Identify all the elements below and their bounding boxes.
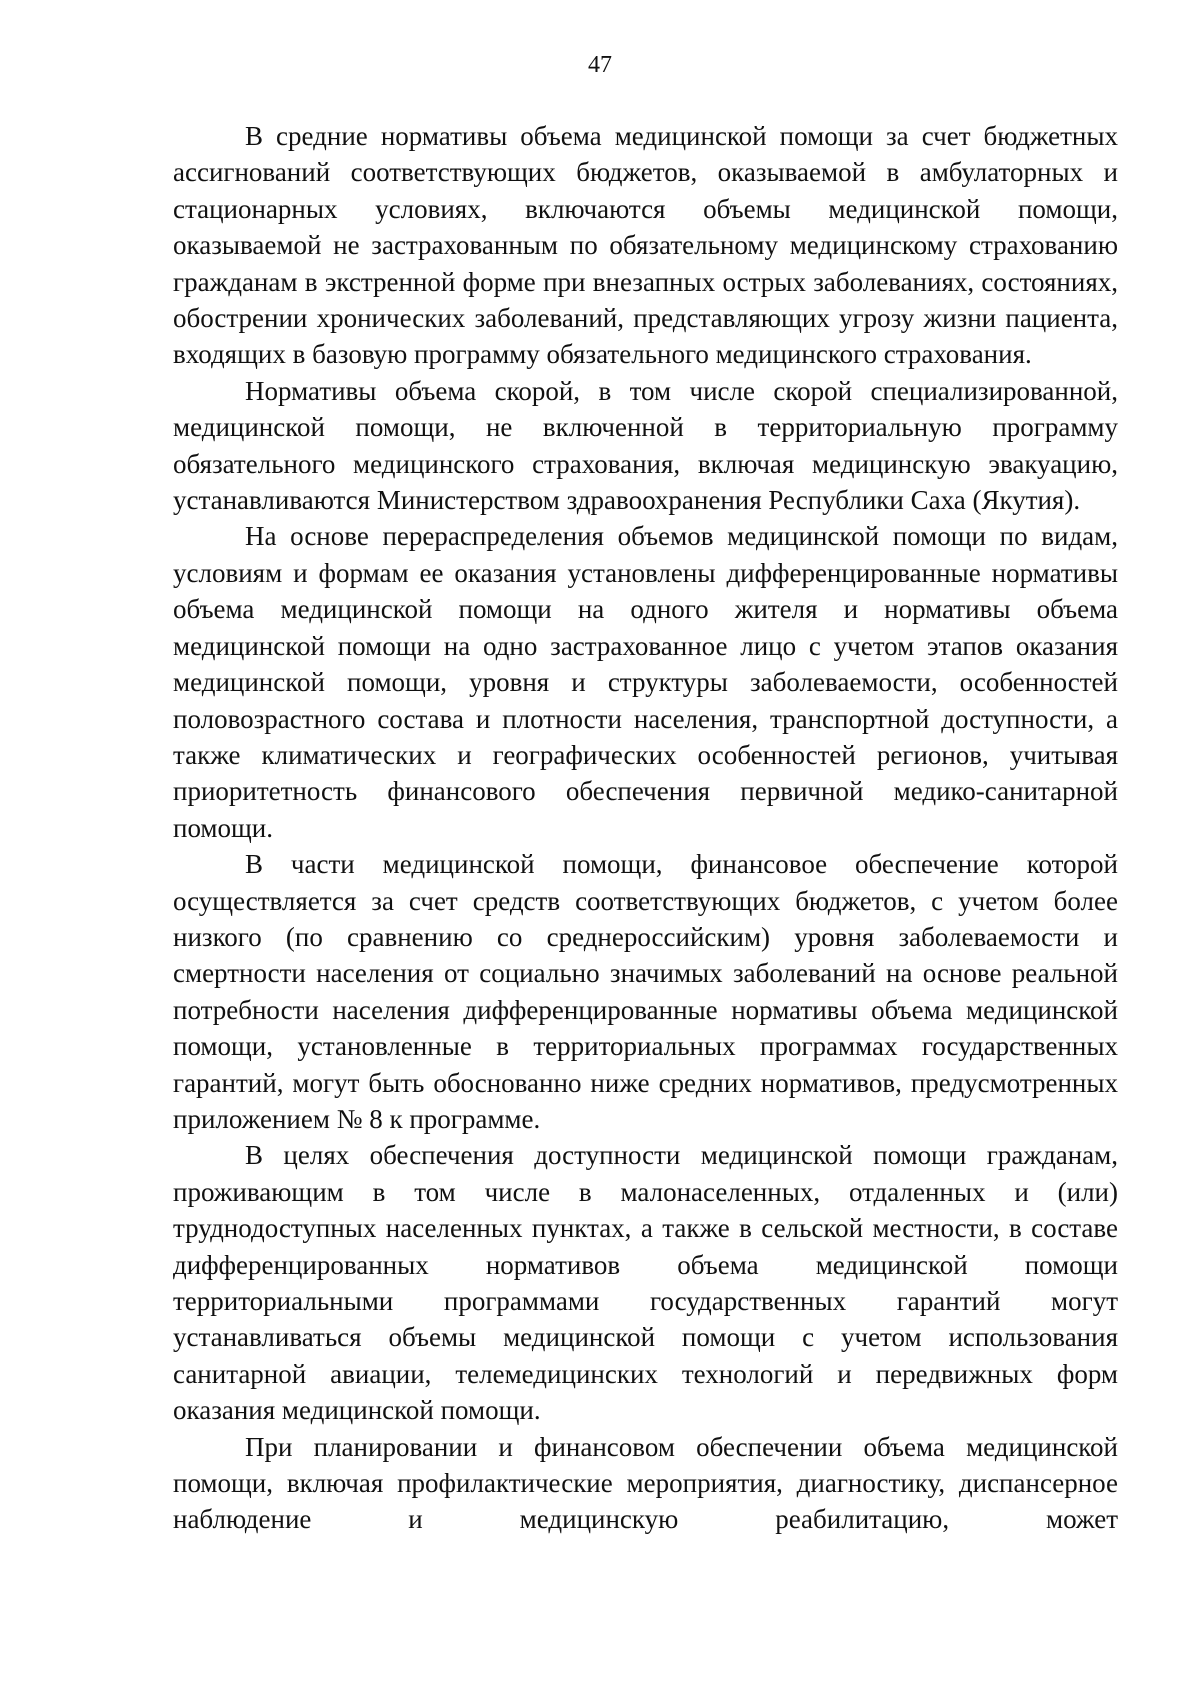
page-number: 47 <box>588 52 612 78</box>
document-body <box>173 118 1118 1538</box>
paragraph-ambulance-norms: Нормативы объема скорой, в том числе скорой специализированной, медицинской помощи, не включенной в территориальную программу обязательного медицинского страхования, включая медицинскую эвакуацию, устанавливаются Министерством здравоохранения Республики Саха (Якутия). <box>173 375 1118 516</box>
paragraph-budget-funded-care: В части медицинской помощи, финансовое обеспечение которой осуществляется за счет средств соответствующих бюджетов, с учетом более низкого (по сравнению со среднероссийским) уровня заболеваемости и смертности населения от социально значимых заболеваний на основе реальной потребности населения дифференцированные нормативы объема медицинской помощи, установленные в территориальных программах государственных гарантий, могут быть обоснованно ниже средних нормативов, предусмотренных приложением № 8 к программе. <box>173 849 1118 1134</box>
paragraph-planning-financing: При планировании и финансовом обеспечении объема медицинской помощи, включая профилактические мероприятия, диагностику, диспансерное наблюдение и медицинскую реабилитацию, может <box>173 1431 1118 1535</box>
paragraph-redistribution-norms: На основе перераспределения объемов медицинской помощи по видам, условиям и формам ее оказания установлены дифференцированные нормативы объема медицинской помощи на одного жителя и нормативы объема медицинской помощи на одно застрахованное лицо с учетом этапов оказания медицинской помощи, уровня и структуры заболеваемости, особенностей половозрастного состава и плотности населения, транспортной доступности, а также климатических и географических особенностей регионов, учитывая приоритетность финансового обеспечения первичной медико-санитарной помощи. <box>173 521 1118 843</box>
paragraph-remote-areas-access: В целях обеспечения доступности медицинской помощи гражданам, проживающим в том числе в малонаселенных, отдаленных и (или) труднодоступных населенных пунктах, а также в сельской местности, в составе дифференцированных нормативов объема медицинской помощи территориальными программами государственных гарантий могут устанавливаться объемы медицинской помощи с учетом использования санитарной авиации, телемедицинских технологий и передвижных форм оказания медицинской помощи. <box>173 1140 1118 1426</box>
paragraph-emergency-care-volumes: В средние нормативы объема медицинской помощи за счет бюджетных ассигнований соответствующих бюджетов, оказываемой в амбулаторных и стационарных условиях, включаются объемы медицинской помощи, оказываемой не застрахованным по обязательному медицинскому страхованию гражданам в экстренной форме при внезапных острых заболеваниях, состояниях, обострении хронических заболеваний, представляющих угрозу жизни пациента, входящих в базовую программу обязательного медицинского страхования. <box>173 121 1118 370</box>
